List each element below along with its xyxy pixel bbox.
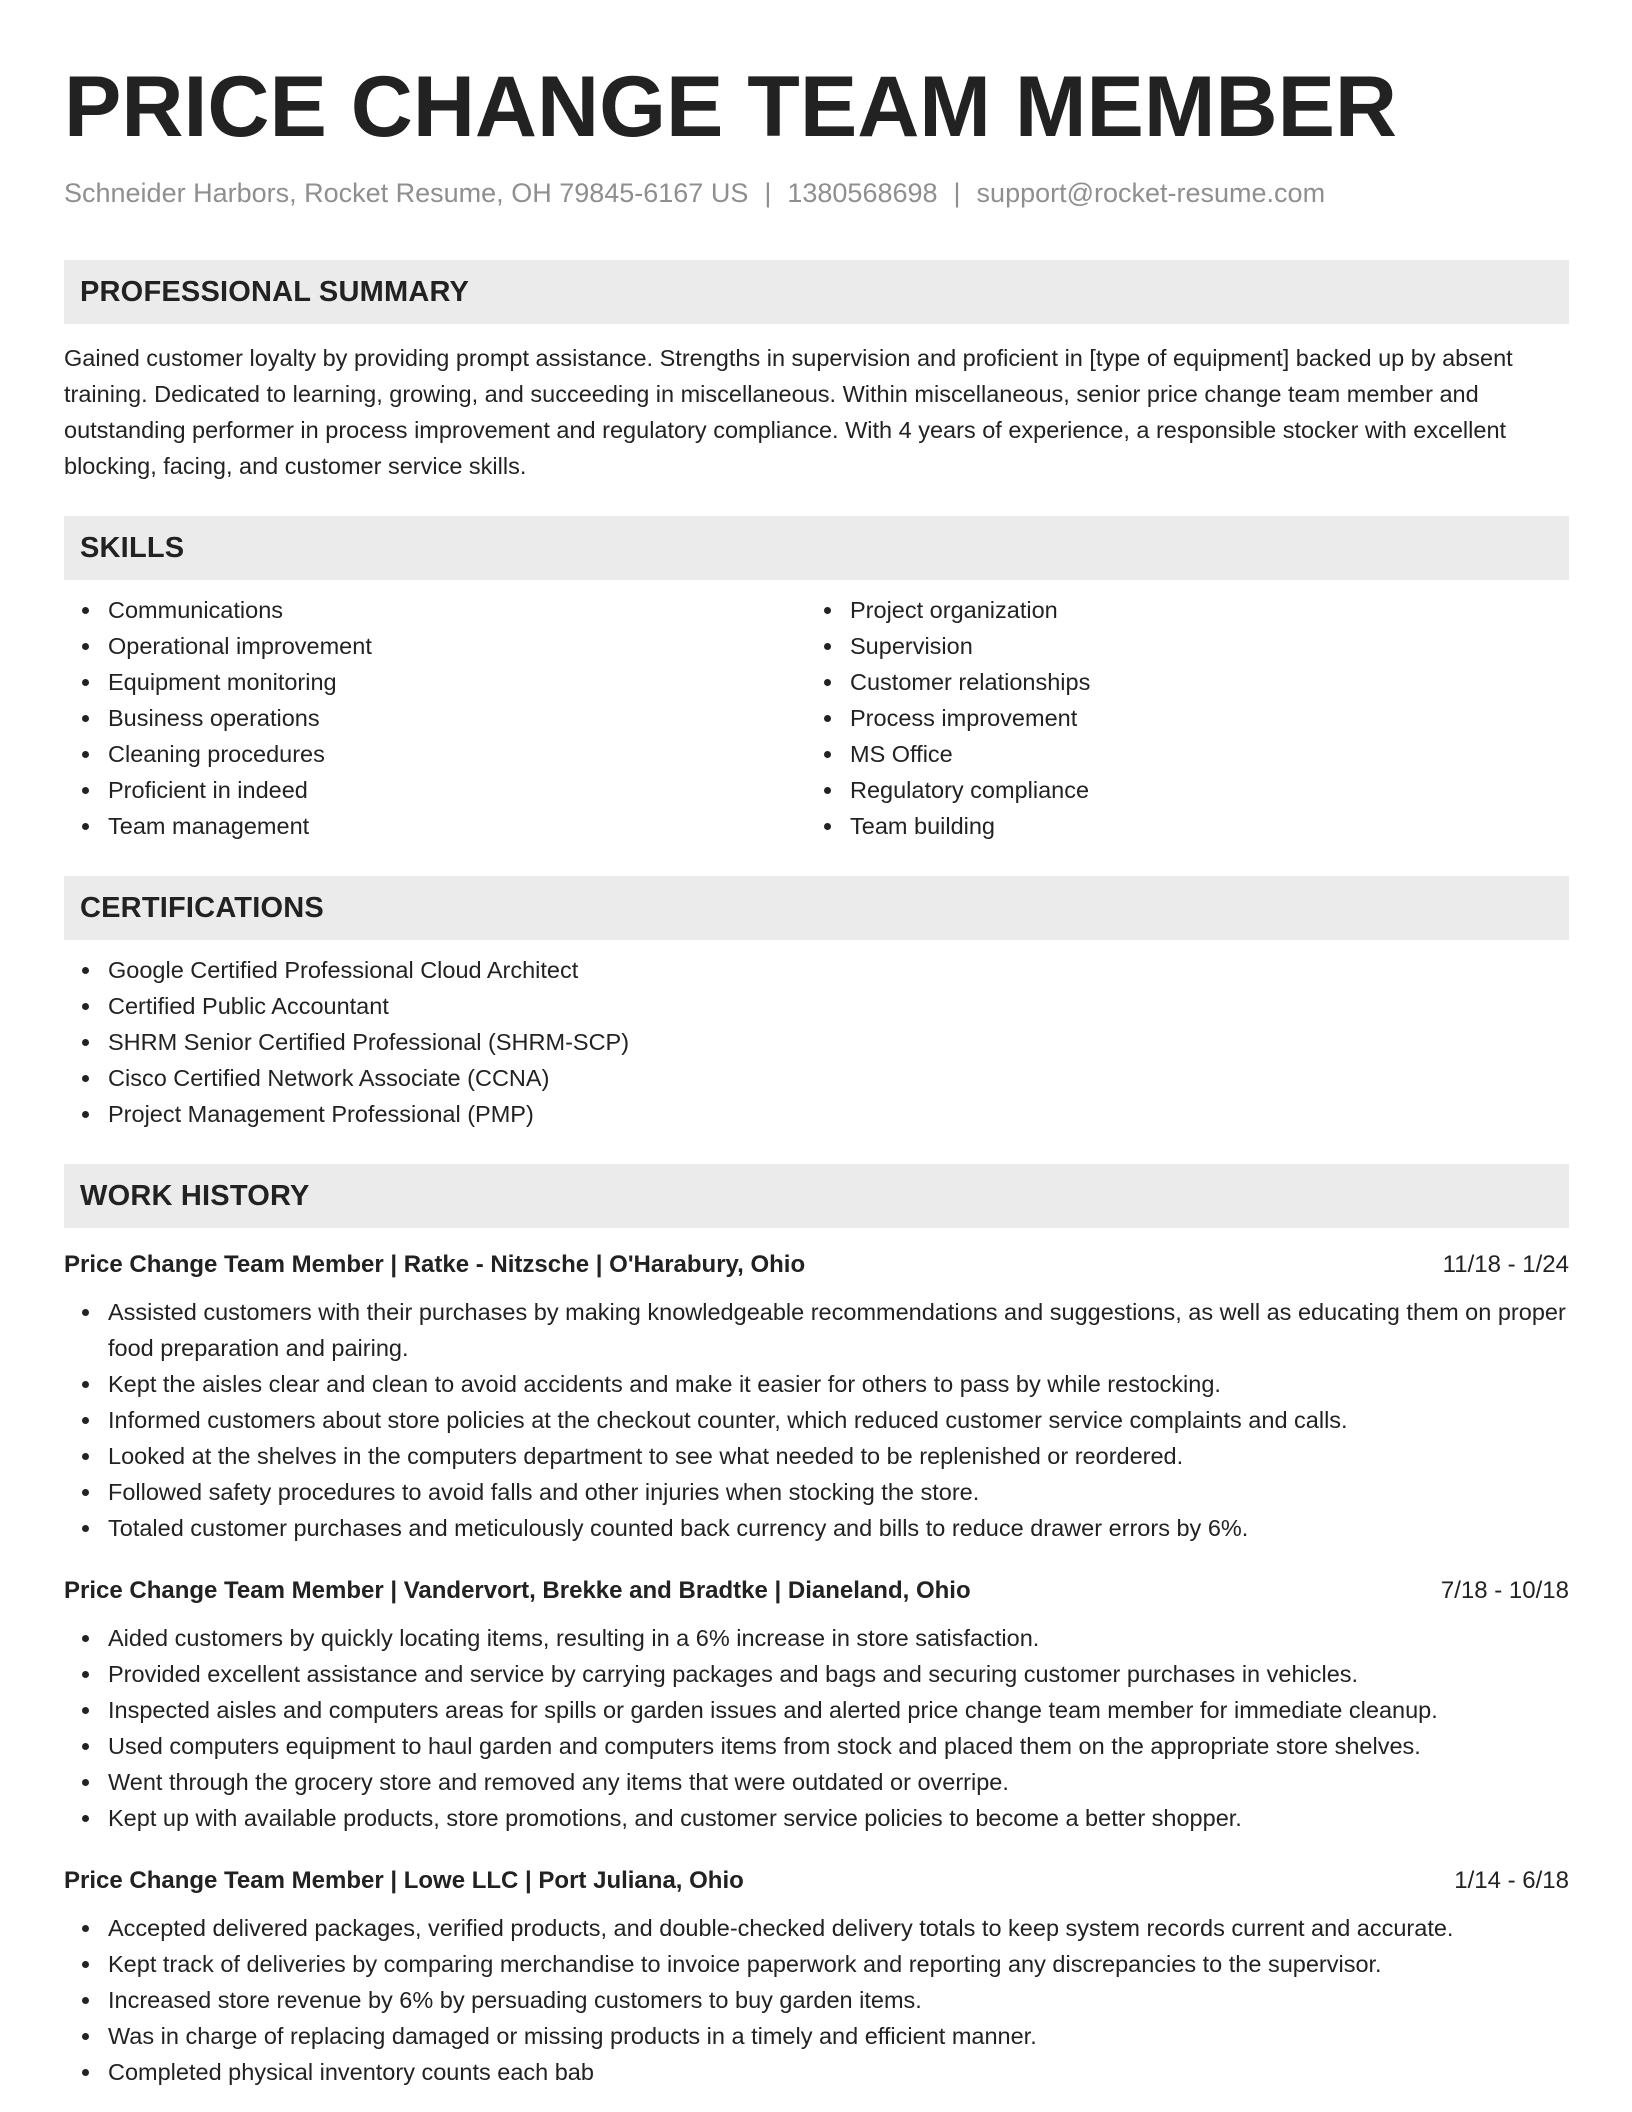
skill-item: MS Office [850, 736, 1548, 772]
job-bullet: Kept track of deliveries by comparing merchandise to invoice paperwork and reporting any discrepancies to the supervisor. [108, 1946, 1569, 1982]
job-bullet: Completed physical inventory counts each bab [108, 2054, 1569, 2090]
skill-item: Cleaning procedures [108, 736, 806, 772]
skill-item: Process improvement [850, 700, 1548, 736]
job-dates: 1/14 - 6/18 [1454, 1867, 1569, 1894]
certification-item: Certified Public Accountant [108, 988, 1569, 1024]
contact-separator: | [764, 178, 772, 208]
contact-address: Schneider Harbors, Rocket Resume, OH 79845-6167 US [64, 178, 749, 208]
job-header [64, 1864, 1569, 1898]
skill-item: Team building [850, 808, 1548, 844]
certifications-section-header [64, 876, 1569, 940]
job-bullets [64, 1294, 1569, 1546]
skills-list-left [64, 592, 806, 844]
certification-item: Project Management Professional (PMP) [108, 1096, 1569, 1132]
skill-item: Operational improvement [108, 628, 806, 664]
skills-title: SKILLS [80, 531, 185, 564]
skill-item: Proficient in indeed [108, 772, 806, 808]
certification-item: SHRM Senior Certified Professional (SHRM-SCP) [108, 1024, 1569, 1060]
certification-item: Cisco Certified Network Associate (CCNA) [108, 1060, 1569, 1096]
skills-list-right [806, 592, 1548, 844]
job-heading: Price Change Team Member | Ratke - Nitzsche | O'Harabury, Ohio [64, 1251, 806, 1278]
job-bullet: Increased store revenue by 6% by persuading customers to buy garden items. [108, 1982, 1569, 2018]
job-entry [64, 1248, 1569, 1546]
summary-section-header [64, 260, 1569, 324]
skill-item: Supervision [850, 628, 1548, 664]
contact-email: support@rocket-resume.com [976, 178, 1326, 208]
job-bullet: Provided excellent assistance and service by carrying packages and bags and securing customer purchases in vehicles. [108, 1656, 1569, 1692]
job-bullet: Went through the grocery store and removed any items that were outdated or overripe. [108, 1764, 1569, 1800]
resume-page [64, 0, 1569, 2090]
job-bullet: Kept the aisles clear and clean to avoid accidents and make it easier for others to pass by while restocking. [108, 1366, 1569, 1402]
contact-separator: | [953, 178, 961, 208]
job-header [64, 1248, 1569, 1282]
job-bullets [64, 1620, 1569, 1836]
job-bullet: Was in charge of replacing damaged or missing products in a timely and efficient manner. [108, 2018, 1569, 2054]
contact-line [64, 176, 1569, 210]
job-heading: Price Change Team Member | Lowe LLC | Port Juliana, Ohio [64, 1867, 744, 1894]
job-heading: Price Change Team Member | Vandervort, Brekke and Bradtke | Dianeland, Ohio [64, 1577, 971, 1604]
job-bullet: Aided customers by quickly locating items, resulting in a 6% increase in store satisfaction. [108, 1620, 1569, 1656]
job-bullets [64, 1910, 1569, 2090]
skill-item: Team management [108, 808, 806, 844]
skill-item: Business operations [108, 700, 806, 736]
skills-grid [64, 580, 1569, 844]
summary-text: Gained customer loyalty by providing prompt assistance. Strengths in supervision and proficient in [type of equipment] backed up by absent training. Dedicated to learning, growing, and succeeding in miscellaneous. Within miscellaneous, senior price change team member and outstanding performer in process improvement and regulatory compliance. With 4 years of experience, a responsible stocker with excellent blocking, facing, and customer service skills. [64, 345, 1513, 479]
skill-item: Project organization [850, 592, 1548, 628]
skill-item: Customer relationships [850, 664, 1548, 700]
skill-item: Equipment monitoring [108, 664, 806, 700]
skills-section-header [64, 516, 1569, 580]
job-bullet: Informed customers about store policies at the checkout counter, which reduced customer service complaints and calls. [108, 1402, 1569, 1438]
resume-name: PRICE CHANGE TEAM MEMBER [64, 59, 1398, 155]
job-entry [64, 1864, 1569, 2090]
job-bullet: Assisted customers with their purchases by making knowledgeable recommendations and suggestions, as well as educating them on proper food preparation and pairing. [108, 1294, 1569, 1366]
skill-item: Communications [108, 592, 806, 628]
job-dates: 11/18 - 1/24 [1442, 1251, 1569, 1278]
job-bullet: Kept up with available products, store promotions, and customer service policies to become a better shopper. [108, 1800, 1569, 1836]
summary-title: PROFESSIONAL SUMMARY [80, 275, 470, 308]
work-section-header [64, 1164, 1569, 1228]
certification-item: Google Certified Professional Cloud Architect [108, 952, 1569, 988]
job-bullet: Looked at the shelves in the computers department to see what needed to be replenished or reordered. [108, 1438, 1569, 1474]
job-dates: 7/18 - 10/18 [1440, 1577, 1569, 1604]
certifications-title: CERTIFICATIONS [80, 891, 324, 924]
job-bullet: Inspected aisles and computers areas for spills or garden issues and alerted price change team member for immediate cleanup. [108, 1692, 1569, 1728]
job-bullet: Accepted delivered packages, verified products, and double-checked delivery totals to keep system records current and accurate. [108, 1910, 1569, 1946]
skill-item: Regulatory compliance [850, 772, 1548, 808]
contact-phone: 1380568698 [787, 178, 938, 208]
job-bullet: Totaled customer purchases and meticulously counted back currency and bills to reduce drawer errors by 6%. [108, 1510, 1569, 1546]
job-header [64, 1574, 1569, 1608]
job-bullet: Used computers equipment to haul garden and computers items from stock and placed them on the appropriate store shelves. [108, 1728, 1569, 1764]
job-bullet: Followed safety procedures to avoid falls and other injuries when stocking the store. [108, 1474, 1569, 1510]
certifications-list [64, 952, 1569, 1132]
job-entry [64, 1574, 1569, 1836]
work-title: WORK HISTORY [80, 1179, 310, 1212]
